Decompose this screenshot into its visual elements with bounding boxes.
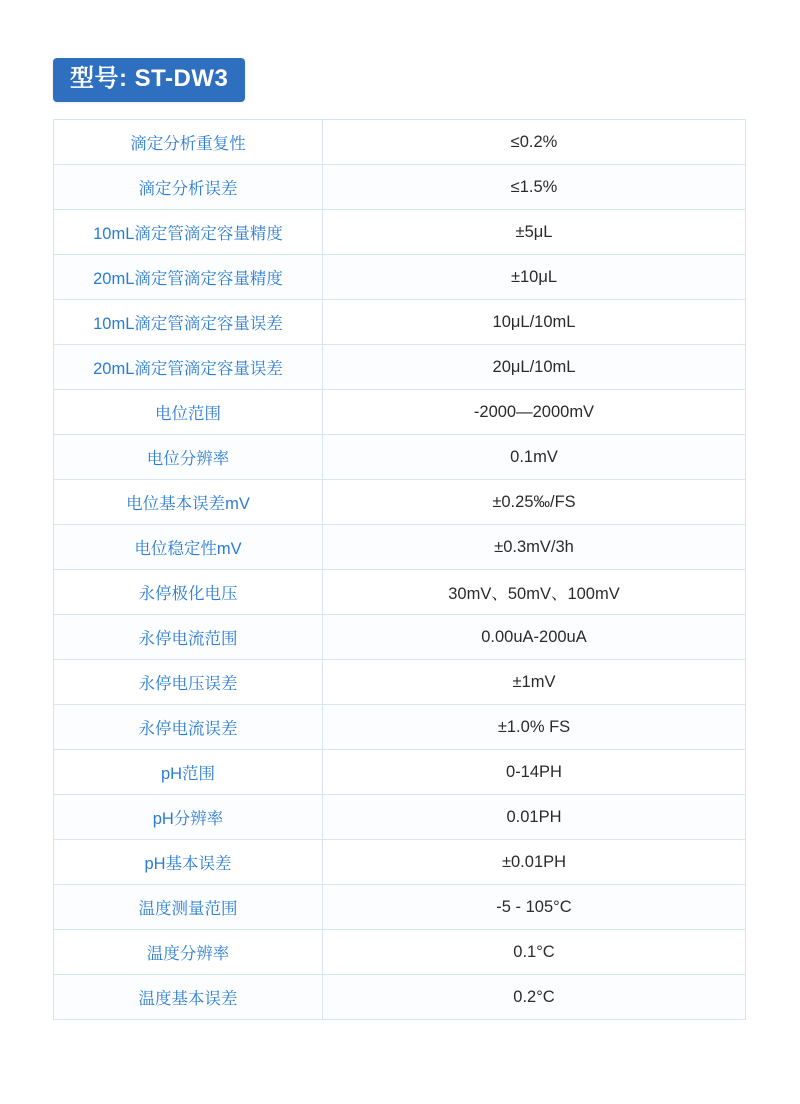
spec-label-cell: 电位分辨率: [54, 435, 323, 480]
spec-value-cell: 20μL/10mL: [323, 345, 746, 390]
spec-label-cell: 滴定分析重复性: [54, 120, 323, 165]
spec-value-cell: ≤0.2%: [323, 120, 746, 165]
spec-label-cell: 电位基本误差mV: [54, 480, 323, 525]
spec-value-cell: ±0.25‰/FS: [323, 480, 746, 525]
spec-value-cell: 0.1°C: [323, 930, 746, 975]
spec-value-cell: ±1mV: [323, 660, 746, 705]
table-row: [54, 255, 746, 300]
table-row: [54, 300, 746, 345]
table-row: [54, 930, 746, 975]
spec-label-cell: pH分辨率: [54, 795, 323, 840]
spec-value-cell: 0.01PH: [323, 795, 746, 840]
spec-value-cell: 10μL/10mL: [323, 300, 746, 345]
spec-value-cell: -2000—2000mV: [323, 390, 746, 435]
spec-label-cell: 温度测量范围: [54, 885, 323, 930]
spec-value-cell: ≤1.5%: [323, 165, 746, 210]
spec-value-cell: ±0.01PH: [323, 840, 746, 885]
model-badge: 型号: ST-DW3: [53, 58, 245, 102]
spec-value-cell: ±0.3mV/3h: [323, 525, 746, 570]
table-row: [54, 120, 746, 165]
spec-value-cell: -5 - 105°C: [323, 885, 746, 930]
spec-label-cell: 永停电流误差: [54, 705, 323, 750]
table-row: [54, 705, 746, 750]
spec-label-cell: 温度基本误差: [54, 975, 323, 1020]
table-row: [54, 750, 746, 795]
spec-label-cell: 20mL滴定管滴定容量误差: [54, 345, 323, 390]
model-title-container: [53, 58, 245, 102]
table-row: [54, 570, 746, 615]
spec-value-cell: 0.2°C: [323, 975, 746, 1020]
table-row: [54, 165, 746, 210]
spec-label-cell: 永停电流范围: [54, 615, 323, 660]
spec-label-cell: 20mL滴定管滴定容量精度: [54, 255, 323, 300]
spec-label-cell: pH基本误差: [54, 840, 323, 885]
table-row: [54, 795, 746, 840]
table-row: [54, 840, 746, 885]
spec-value-cell: ±10μL: [323, 255, 746, 300]
spec-value-cell: ±1.0% FS: [323, 705, 746, 750]
spec-label-cell: 电位范围: [54, 390, 323, 435]
spec-label-cell: 永停极化电压: [54, 570, 323, 615]
spec-label-cell: 10mL滴定管滴定容量精度: [54, 210, 323, 255]
spec-label-cell: 滴定分析误差: [54, 165, 323, 210]
spec-value-cell: ±5μL: [323, 210, 746, 255]
table-row: [54, 975, 746, 1020]
spec-value-cell: 0-14PH: [323, 750, 746, 795]
spec-label-cell: 10mL滴定管滴定容量误差: [54, 300, 323, 345]
table-row: [54, 390, 746, 435]
spec-label-cell: 电位稳定性mV: [54, 525, 323, 570]
spec-value-cell: 0.00uA-200uA: [323, 615, 746, 660]
table-row: [54, 435, 746, 480]
specifications-table: [53, 119, 746, 1020]
specifications-table-body: [54, 120, 746, 1020]
spec-label-cell: 永停电压误差: [54, 660, 323, 705]
table-row: [54, 615, 746, 660]
table-row: [54, 525, 746, 570]
table-row: [54, 210, 746, 255]
table-row: [54, 345, 746, 390]
spec-value-cell: 30mV、50mV、100mV: [323, 570, 746, 615]
table-row: [54, 480, 746, 525]
table-row: [54, 885, 746, 930]
spec-value-cell: 0.1mV: [323, 435, 746, 480]
spec-label-cell: pH范围: [54, 750, 323, 795]
spec-label-cell: 温度分辨率: [54, 930, 323, 975]
table-row: [54, 660, 746, 705]
